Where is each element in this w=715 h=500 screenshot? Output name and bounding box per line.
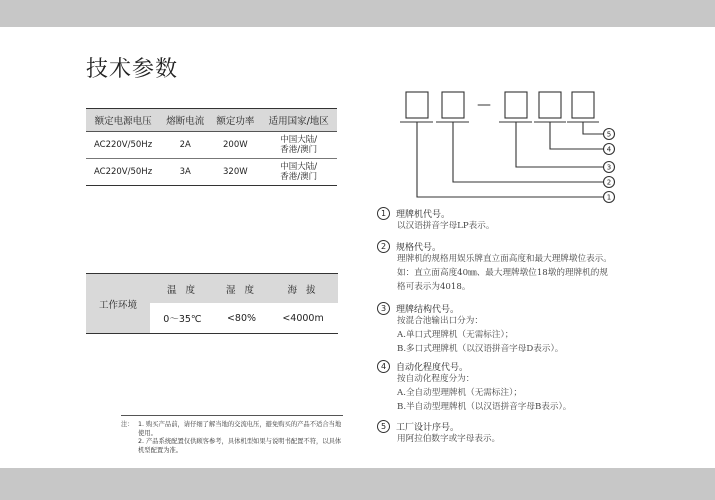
spec-voltage: AC220V/50Hz <box>86 132 160 159</box>
item-line: 按自动化程度分为： <box>397 374 475 384</box>
spec-header-voltage: 额定电源电压 <box>86 109 160 132</box>
code-dash: — <box>477 97 491 113</box>
spec-header-current: 熔断电流 <box>160 109 210 132</box>
footnote-row-1 <box>121 421 343 438</box>
leader-line-5 <box>583 122 603 134</box>
item-title: 理牌结构代号。 <box>396 305 460 315</box>
spec-region-line2: 香港/澳门 <box>280 172 318 182</box>
item-line: B.半自动型理牌机（以汉语拼音字母B表示）。 <box>397 401 572 412</box>
item-number: 3 <box>377 302 390 315</box>
item-line: A.单口式理牌机（无需标注）； <box>397 329 514 340</box>
leader-line-2 <box>453 122 603 182</box>
spec-current: 3A <box>160 159 210 186</box>
spec-current: 2A <box>160 132 210 159</box>
marker-2: 2 <box>606 178 612 187</box>
spec-region-line1: 中国大陆/ <box>280 135 318 145</box>
top-band <box>0 0 715 27</box>
item-line: 如：直立面高度40㎜、最大理牌墩位18墩的理牌机的规 <box>397 267 608 278</box>
spec-voltage: AC220V/50Hz <box>86 159 160 186</box>
item-title: 工厂设计序号。 <box>396 423 460 433</box>
marker-4: 4 <box>606 145 612 154</box>
marker-3: 3 <box>606 163 612 172</box>
bottom-band <box>0 468 715 500</box>
item-line: 理牌机的规格用娱乐牌直立面高度和最大理牌墩位表示。 <box>397 254 612 264</box>
item-line: 格可表示为4018。 <box>397 281 471 292</box>
leader-line-3 <box>516 122 603 167</box>
env-value-altitude: <4000m <box>268 303 338 334</box>
spec-power: 200W <box>210 132 260 159</box>
item-title: 自动化程度代号。 <box>396 363 469 373</box>
item-line: A.全自动型理牌机（无需标注）； <box>397 387 522 398</box>
item-line: B.多口式理牌机（以汉语拼音字母D表示）。 <box>397 343 564 354</box>
item-1 <box>377 207 494 234</box>
code-box-5 <box>572 92 594 118</box>
env-header-humidity: 湿 度 <box>215 274 268 304</box>
code-box-3 <box>505 92 527 118</box>
footnote-line-2: 2. 产品系统配置仅供顾客参考，具体机型如果与说明书配置不符，以具体机型配置为准。 <box>138 438 342 454</box>
env-header-temp: 温 度 <box>150 274 215 304</box>
item-3 <box>377 302 563 356</box>
item-title: 规格代号。 <box>396 243 442 253</box>
spec-table <box>86 108 337 186</box>
env-header-altitude: 海 拔 <box>268 274 338 304</box>
spec-header-region: 适用国家/地区 <box>260 109 337 132</box>
item-line: 用阿拉伯数字或字母表示。 <box>397 434 501 444</box>
spec-region <box>260 132 337 159</box>
item-line: 按混合池输出口分为： <box>397 316 483 326</box>
footnote-label: 注： <box>121 421 134 428</box>
spec-region <box>260 159 337 186</box>
spec-region-line2: 香港/澳门 <box>280 145 318 155</box>
item-2 <box>377 240 612 294</box>
leader-line-4 <box>550 122 603 149</box>
page-title: 技术参数 <box>86 57 179 82</box>
item-4 <box>377 360 571 414</box>
item-title: 理牌机代号。 <box>396 210 451 220</box>
code-box-1 <box>406 92 428 118</box>
env-table <box>86 273 338 334</box>
item-number: 5 <box>377 420 390 433</box>
code-structure-diagram <box>395 88 635 208</box>
table-row <box>86 159 337 186</box>
env-value-humidity: <80% <box>215 303 268 334</box>
item-number: 1 <box>377 207 390 220</box>
footnote <box>121 415 343 455</box>
item-number: 4 <box>377 360 390 373</box>
spec-power: 320W <box>210 159 260 186</box>
env-header-row <box>86 274 338 304</box>
spec-header-row <box>86 109 337 132</box>
item-number: 2 <box>377 240 390 253</box>
code-box-4 <box>539 92 561 118</box>
table-row <box>86 132 337 159</box>
spec-region-line1: 中国大陆/ <box>280 162 318 172</box>
footnote-line-1: 1. 购买产品前，请仔细了解当地的交流电压，避免购买的产品不适合当地使用。 <box>138 421 342 437</box>
spec-header-power: 额定功率 <box>210 109 260 132</box>
item-5 <box>377 420 500 447</box>
marker-1: 1 <box>606 193 612 202</box>
env-label: 工作环境 <box>86 274 150 334</box>
item-line: 以汉语拼音字母LP表示。 <box>397 221 495 231</box>
leader-line-1 <box>417 122 603 197</box>
footnote-row-2 <box>121 438 343 455</box>
marker-5: 5 <box>606 130 612 139</box>
code-box-2 <box>442 92 464 118</box>
env-value-temp: 0～35℃ <box>150 303 215 334</box>
